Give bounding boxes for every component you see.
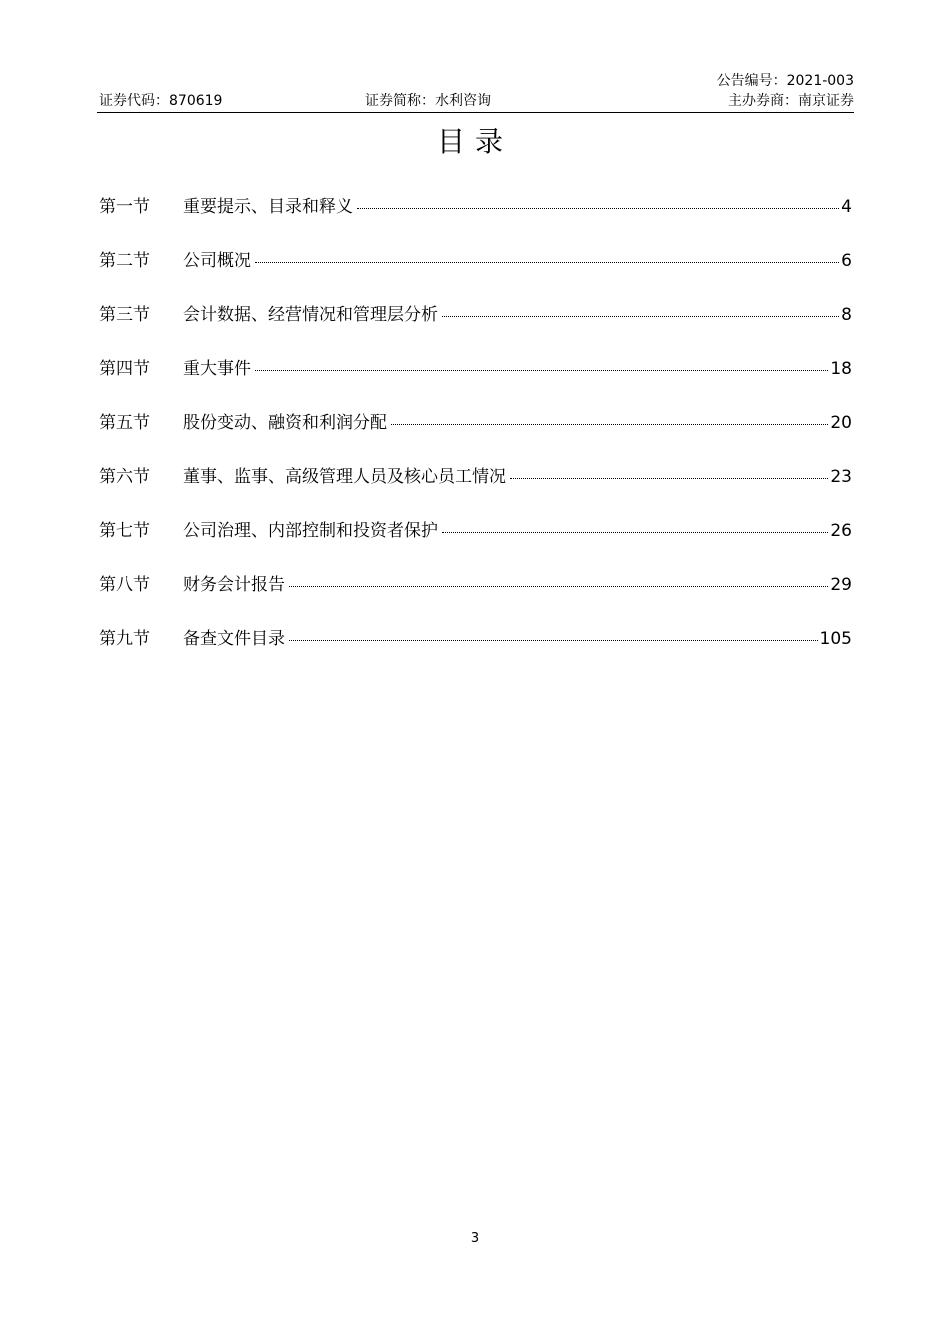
- toc-page-number: 26: [830, 521, 852, 541]
- security-code: 证券代码：870619: [99, 93, 223, 109]
- toc-section-title: 股份变动、融资和利润分配: [183, 413, 387, 433]
- toc-entry-2[interactable]: [99, 246, 852, 300]
- toc-section-label: 第四节: [99, 359, 150, 379]
- toc-dot-leader: [442, 316, 839, 317]
- notice-number: 公告编号：2021-003: [716, 73, 854, 89]
- toc-section-title: 会计数据、经营情况和管理层分析: [183, 305, 438, 325]
- toc-dot-leader: [289, 586, 828, 587]
- toc-section-title: 重要提示、目录和释义: [183, 197, 353, 217]
- page-header: [97, 68, 854, 113]
- toc-dot-leader: [357, 208, 839, 209]
- toc-section-title: 备查文件目录: [183, 629, 285, 649]
- toc-dot-leader: [255, 262, 839, 263]
- toc-page-number: 6: [841, 251, 852, 271]
- toc-page-number: 4: [841, 197, 852, 217]
- toc-entry-9[interactable]: [99, 624, 852, 678]
- sponsor-broker: 主办券商：南京证券: [728, 93, 854, 109]
- toc-dot-leader: [289, 640, 818, 641]
- toc-entry-6[interactable]: [99, 462, 852, 516]
- toc-page-number: 29: [830, 575, 852, 595]
- toc-dot-leader: [255, 370, 828, 371]
- toc-page-number: 105: [819, 629, 852, 649]
- toc-section-label: 第五节: [99, 413, 150, 433]
- toc-entry-4[interactable]: [99, 354, 852, 408]
- toc-section-title: 董事、监事、高级管理人员及核心员工情况: [183, 467, 506, 487]
- toc-entry-3[interactable]: [99, 300, 852, 354]
- toc-entry-1[interactable]: [99, 192, 852, 246]
- toc-section-label: 第三节: [99, 305, 150, 325]
- page-footer-number: 3: [470, 1231, 480, 1246]
- toc-section-label: 第七节: [99, 521, 150, 541]
- toc-section-title: 公司概况: [183, 251, 251, 271]
- toc-dot-leader: [391, 424, 828, 425]
- toc-page-number: 18: [830, 359, 852, 379]
- toc-entry-7[interactable]: [99, 516, 852, 570]
- toc-entry-8[interactable]: [99, 570, 852, 624]
- toc-dot-leader: [442, 532, 828, 533]
- toc-page-number: 8: [841, 305, 852, 325]
- toc-section-label: 第九节: [99, 629, 150, 649]
- toc-section-title: 财务会计报告: [183, 575, 285, 595]
- toc-section-label: 第六节: [99, 467, 150, 487]
- toc-entry-5[interactable]: [99, 408, 852, 462]
- table-of-contents: [99, 192, 852, 678]
- toc-section-label: 第二节: [99, 251, 150, 271]
- toc-page-number: 23: [830, 467, 852, 487]
- toc-section-label: 第八节: [99, 575, 150, 595]
- toc-dot-leader: [510, 478, 828, 479]
- page-title: 目录: [436, 125, 513, 158]
- toc-section-label: 第一节: [99, 197, 150, 217]
- toc-section-title: 公司治理、内部控制和投资者保护: [183, 521, 438, 541]
- toc-section-title: 重大事件: [183, 359, 251, 379]
- security-abbreviation: 证券简称：水利咨询: [365, 93, 491, 109]
- toc-page-number: 20: [830, 413, 852, 433]
